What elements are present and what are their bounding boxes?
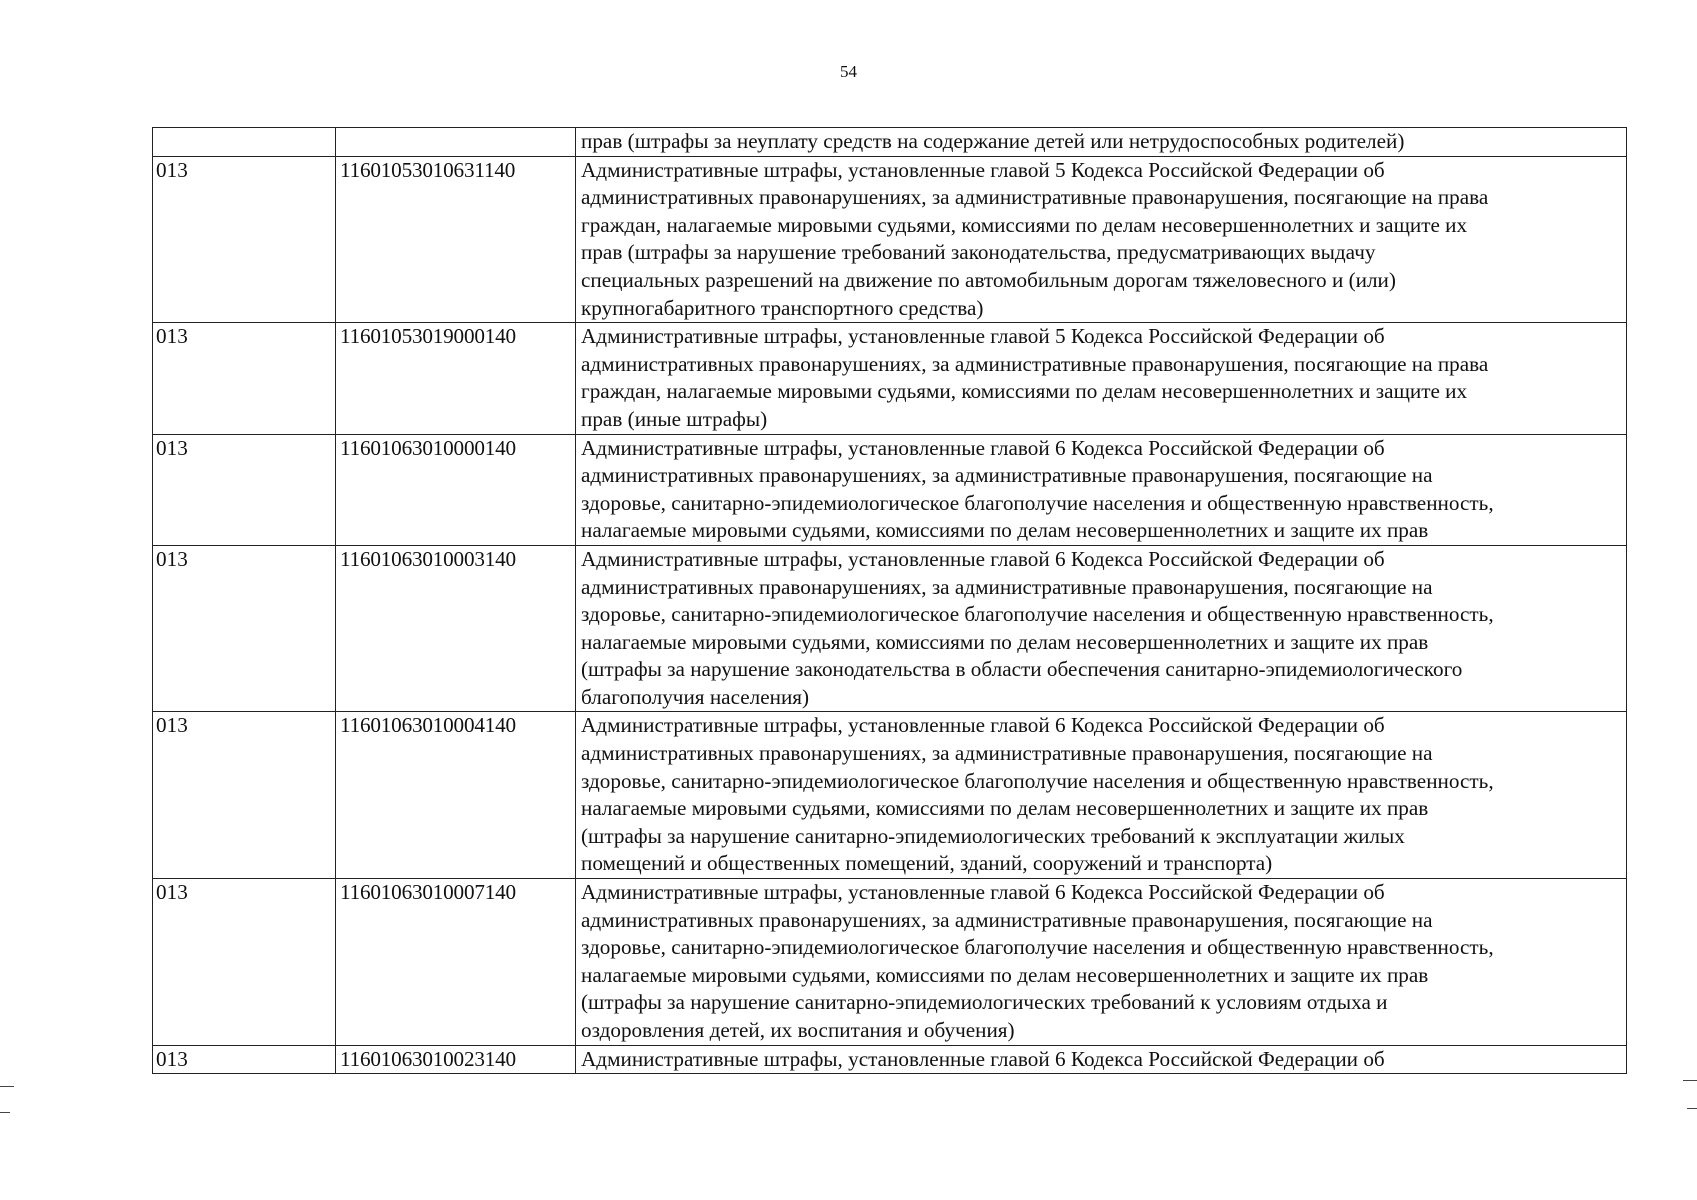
admin-code-cell: 013 xyxy=(153,879,336,1046)
description-cell: Административные штрафы, установленные главой 6 Кодекса Российской Федерации об xyxy=(576,1045,1627,1074)
admin-code-cell: 013 xyxy=(153,156,336,323)
admin-code-cell: 013 xyxy=(153,545,336,712)
description-cell: Административные штрафы, установленные главой 6 Кодекса Российской Федерации об административных правонарушениях, за административные правонарушения, посягающие на здоровье, санитарно-эпидемиологическое благополучие населения и общественную нравственность, налагаемые мировыми судьями, комиссиями по делам несовершеннолетних и защите их прав (штрафы за нарушение санитарно-эпидемиологических требований к эксплуатации жилых помещений и общественных помещений, зданий, сооружений и транспорта) xyxy=(576,712,1627,879)
description-cell: Административные штрафы, установленные главой 5 Кодекса Российской Федерации об административных правонарушениях, за административные правонарушения, посягающие на права граждан, налагаемые мировыми судьями, комиссиями по делам несовершеннолетних и защите их прав (иные штрафы) xyxy=(576,323,1627,434)
description-cell: Административные штрафы, установленные главой 5 Кодекса Российской Федерации об административных правонарушениях, за административные правонарушения, посягающие на права граждан, налагаемые мировыми судьями, комиссиями по делам несовершеннолетних и защите их прав (штрафы за нарушение требований законодательства, предусматривающих выдачу специальных разрешений на движение по автомобильным дорогам тяжеловесного и (или) крупногабаритного транспортного средства) xyxy=(576,156,1627,323)
kbk-cell: 11601063010023140 xyxy=(336,1045,576,1074)
description-cell: прав (штрафы за неуплату средств на содержание детей или нетрудоспособных родителей) xyxy=(576,128,1627,157)
table-row xyxy=(153,128,1627,157)
kbk-cell: 11601053010631140 xyxy=(336,156,576,323)
admin-code-cell: 013 xyxy=(153,1045,336,1074)
table-row xyxy=(153,879,1627,1046)
scan-edge-mark-left xyxy=(0,1086,14,1087)
table-row xyxy=(153,712,1627,879)
table-row xyxy=(153,156,1627,323)
scan-edge-mark-right xyxy=(1687,1108,1697,1109)
scan-edge-mark-right xyxy=(1683,1080,1697,1081)
kbk-cell: 11601063010000140 xyxy=(336,434,576,545)
kbk-cell xyxy=(336,128,576,157)
table-row xyxy=(153,434,1627,545)
table-row xyxy=(153,1045,1627,1074)
fines-table xyxy=(152,127,1627,1074)
table-row xyxy=(153,323,1627,434)
kbk-cell: 11601063010004140 xyxy=(336,712,576,879)
admin-code-cell: 013 xyxy=(153,323,336,434)
page-number: 54 xyxy=(840,62,857,81)
scan-edge-mark-left xyxy=(0,1112,10,1113)
description-cell: Административные штрафы, установленные главой 6 Кодекса Российской Федерации об административных правонарушениях, за административные правонарушения, посягающие на здоровье, санитарно-эпидемиологическое благополучие населения и общественную нравственность, налагаемые мировыми судьями, комиссиями по делам несовершеннолетних и защите их прав xyxy=(576,434,1627,545)
kbk-cell: 11601053019000140 xyxy=(336,323,576,434)
admin-code-cell: 013 xyxy=(153,712,336,879)
admin-code-cell: 013 xyxy=(153,434,336,545)
description-cell: Административные штрафы, установленные главой 6 Кодекса Российской Федерации об административных правонарушениях, за административные правонарушения, посягающие на здоровье, санитарно-эпидемиологическое благополучие населения и общественную нравственность, налагаемые мировыми судьями, комиссиями по делам несовершеннолетних и защите их прав (штрафы за нарушение законодательства в области обеспечения санитарно-эпидемиологического благополучия населения) xyxy=(576,545,1627,712)
description-cell: Административные штрафы, установленные главой 6 Кодекса Российской Федерации об административных правонарушениях, за административные правонарушения, посягающие на здоровье, санитарно-эпидемиологическое благополучие населения и общественную нравственность, налагаемые мировыми судьями, комиссиями по делам несовершеннолетних и защите их прав (штрафы за нарушение санитарно-эпидемиологических требований к условиям отдыха и оздоровления детей, их воспитания и обучения) xyxy=(576,879,1627,1046)
admin-code-cell xyxy=(153,128,336,157)
kbk-cell: 11601063010007140 xyxy=(336,879,576,1046)
table-row xyxy=(153,545,1627,712)
kbk-cell: 11601063010003140 xyxy=(336,545,576,712)
